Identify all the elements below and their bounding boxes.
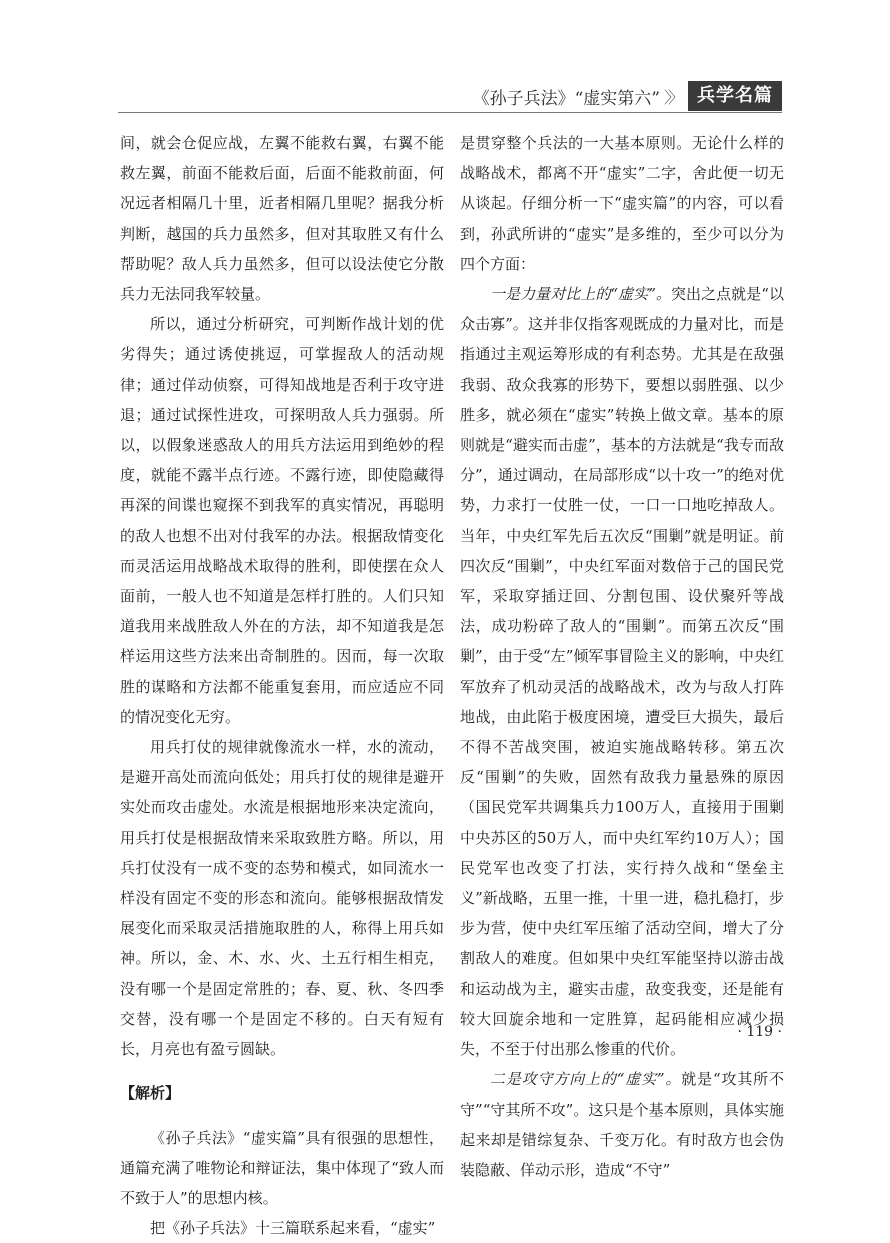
running-header [473,80,782,112]
paragraph: 用兵打仗的规律就像流水一样，水的流动，是避开高处而流向低处；用兵打仗的规律是避开实处而攻击虚处。水流是根据地形来决定流向，用兵打仗是根据敌情来采取致胜方略。所以，用兵打仗没有一成不变的态势和模式，如同流水一样没有固定不变的形态和流向。能够根据敌情发展变化而采取灵活措施取胜的人，称得上用兵如神。所以，金、木、水、火、土五行相生相克，没有哪一个是固定常胜的；春、夏、秋、冬四季交替，没有哪一个是固定不移的。白天有短有长，月亮也有盈亏圆缺。 [120,738,444,1059]
series-tag: 兵学名篇 [688,81,782,111]
header-rule [118,112,782,113]
paragraph: 把《孙子兵法》十三篇联系起来看，“虚实” [150,1219,436,1238]
paragraph-body: 就是“攻其所不守”“守其所不攻”。这只是个基本原则，具体实施起来却是错综复杂、千变万化。有时敌方也会伪装隐蔽、佯动示形，造成“不守” [460,1070,784,1179]
page-number: · 119 · [737,1024,782,1040]
paragraph: 所以，通过分析研究，可判断作战计划的优劣得失；通过诱使挑逗，可掌握敌人的活动规律；通过佯动侦察，可得知战地是否利于攻守进退；通过试探性进攻，可探明敌人兵力强弱。所以，以假象迷惑敌人的用兵方法运用到绝妙的程度，就能不露半点行迹。不露行迹，即使隐藏得再深的间谍也窥探不到我军的真实情况，再聪明的敌人也想不出对付我军的办法。根据敌情变化而灵活运用战略战术取得的胜利，即使摆在众人面前，一般人也不知道是怎样打胜的。人们只知道我用来战胜敌人外在的方法，却不知道我是怎样运用这些方法来出奇制胜的。因而，每一次取胜的谋略和方法都不能重复套用，而应适应不同的情况变化无穷。 [120,315,444,726]
paragraph-lead: 二是攻守方向上的“虚实”。 [490,1070,682,1089]
running-header-title: 《孙子兵法》“虚实第六” [472,88,660,109]
chevron-right-icon: 〉〉 [663,87,680,107]
paragraph-body: 突出之点就是“以众击寡”。这并非仅指客观既成的力量对比，而是指通过主观运筹形成的有利态势。尤其是在敌强我弱、敌众我寡的形势下，要想以弱胜强、以少胜多，就必须在“虚实”转换上做文章。基本的原则就是“避实而击虚”，基本的方法就是“我专而敌分”，通过调动，在局部形成“以十攻一”的绝对优势，力求打一仗胜一仗，一口一口地吃掉敌人。当年，中央红军先后五次反“围剿”就是明证。前四次反“围剿”，中央红军面对数倍于己的国民党军，采取穿插迂回、分割包围、设伏聚歼等战法，成功粉碎了敌人的“围剿”。而第五次反“围剿”，由于受“左”倾军事冒险主义的影响，中央红军放弃了机动灵活的战略战术，改为与敌人打阵地战，由此陷于极度困境，遭受巨大损失，最后不得不苦战突围，被迫实施战略转移。第五次反“围剿”的失败，固然有敌我力量悬殊的原因（国民党军共调集兵力100万人，直接用于围剿中央苏区的50万人，而中央红军约10万人）；国民党军也改变了打法，实行持久战和“堡垒主义”新战略，五里一推，十里一进，稳扎稳打，步步为营，使中央红军压缩了活动空间，增大了分割敌人的难度。但如果中央红军能坚持以游击战和运动战为主，避实击虚，敌变我变，还是能有较大回旋余地和一定胜算，起码能相应减少损失，不至于付出那么惨重的代价。 [460,285,784,1059]
paragraph: 《孙子兵法》“虚实篇”具有很强的思想性，通篇充满了唯物论和辩证法，集中体现了“致人而不致于人”的思想内核。 [120,1128,444,1207]
right-column [460,128,784,1185]
paragraph [460,279,784,1064]
left-column [120,128,444,1243]
paragraph [460,1064,784,1185]
paragraph: 间，就会仓促应战，左翼不能救右翼，右翼不能救左翼，前面不能救后面，后面不能救前面，何况远者相隔几十里，近者相隔几里呢？据我分析判断，越国的兵力虽然多，但对其取胜又有什么帮助呢？敌人兵力虽然多，但可以设法使它分散兵力无法同我军较量。 [120,134,444,304]
paragraph: 是贯穿整个兵法的一大基本原则。无论什么样的战略战术，都离不开“虚实”二字，舍此便一切无从谈起。仔细分析一下“虚实篇”的内容，可以看到，孙武所讲的“虚实”是多维的，至少可以分为四个方面： [460,134,784,273]
paragraph-lead: 一是力量对比上的“虚实”。 [490,285,671,304]
section-heading: 【解析】 [120,1084,181,1103]
